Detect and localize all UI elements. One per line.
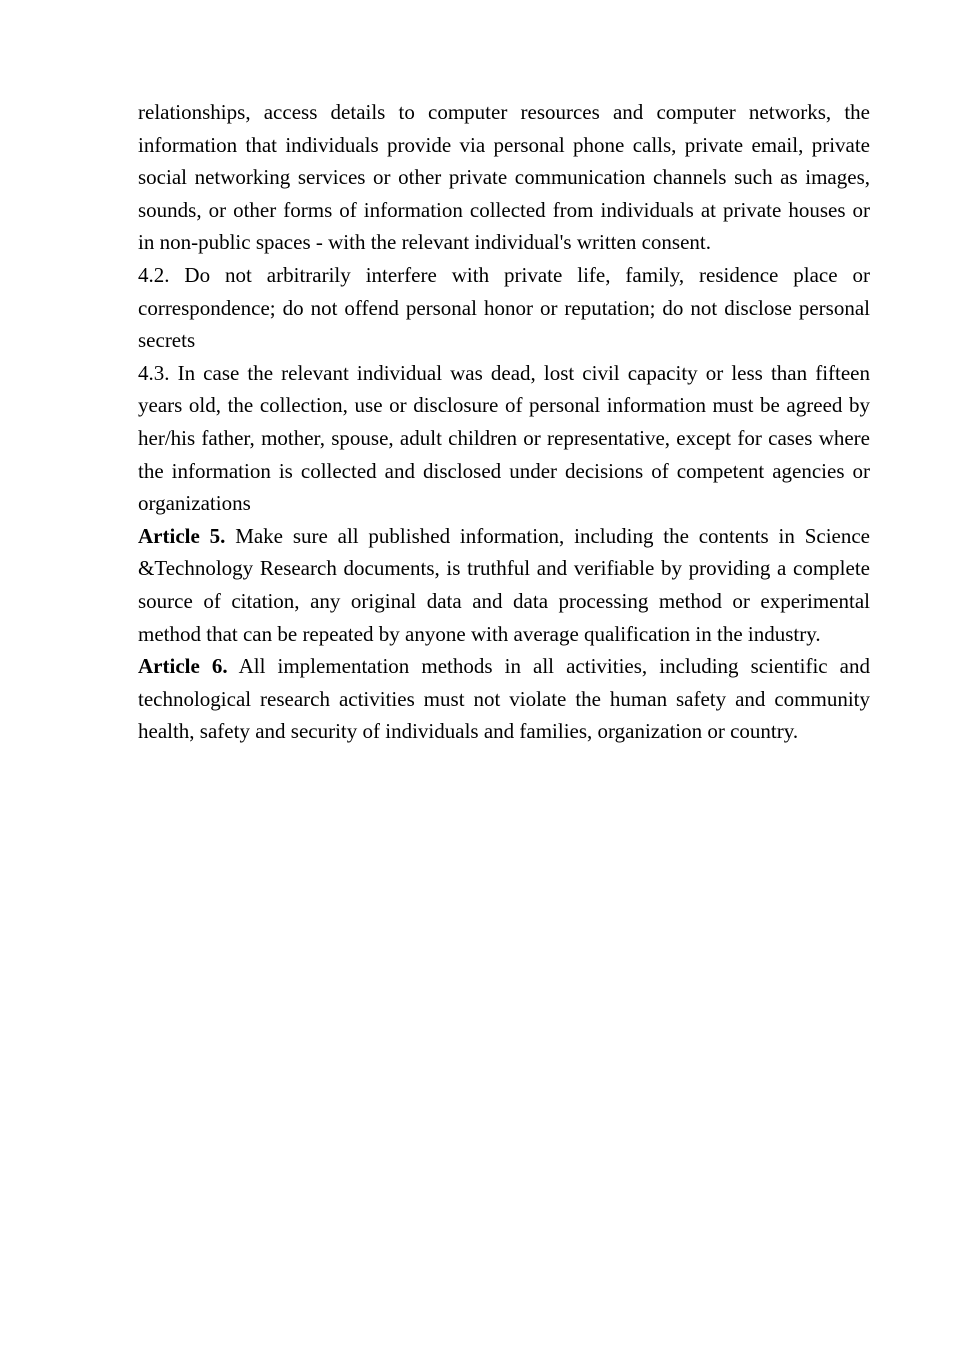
paragraph-article-5 [138,520,870,650]
document-content [138,96,870,748]
article-6-body: All implementation methods in all activities, including scientific and technological research activities must not violate the human safety and community health, safety and security of individuals and families, organization or country. [138,654,871,744]
paragraph-clause-4-2: 4.2. Do not arbitrarily interfere with private life, family, residence place or correspondence; do not offend personal honor or reputation; do not disclose personal secrets [138,262,870,353]
paragraph-article-6 [138,650,870,748]
article-6-heading: Article 6. [138,654,228,679]
paragraph-clause-4-3: 4.3. In case the relevant individual was dead, lost civil capacity or less than fifteen years old, the collection, use or disclosure of personal information must be agreed by her/his father, mother, spouse, adult children or representative, except for cases where the information is collected and disclosed under decisions of competent agencies or organizations [138,360,870,516]
article-5-body: Make sure all published information, including the contents in Science &Technology Research documents, is truthful and verifiable by providing a complete source of citation, any original data and data processing method or experimental method that can be repeated by anyone with average qualification in the industry. [138,523,870,646]
article-5-heading: Article 5. [138,523,226,548]
paragraph-consent-continuation: relationships, access details to computer resources and computer networks, the information that individuals provide via personal phone calls, private email, private social networking services or other private communication channels such as images, sounds, or other forms of information collected from individuals at private houses or in non-public spaces - with the relevant individual's written consent. [138,100,870,255]
